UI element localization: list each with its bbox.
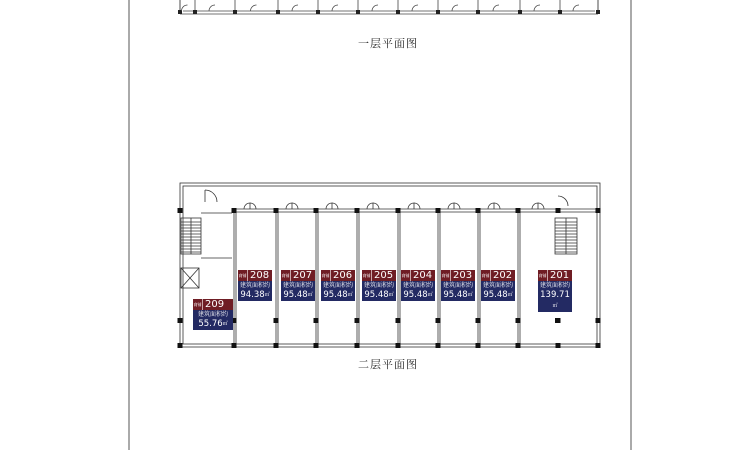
- column: [274, 208, 279, 213]
- unit-area-box: [281, 281, 315, 301]
- door-swing: [454, 203, 460, 209]
- unit-area-label: 建筑面积约: [363, 282, 394, 289]
- column: [476, 318, 481, 323]
- unit-level-label: 商铺: [238, 270, 248, 281]
- door-swing: [326, 203, 332, 209]
- unit-area-value: 95.48㎡: [443, 290, 473, 300]
- column: [596, 208, 601, 213]
- column: [178, 208, 183, 213]
- door-swing: [494, 203, 500, 209]
- first-floor-column: [558, 10, 562, 14]
- unit-area-label: 建筑面积约: [239, 282, 270, 289]
- unit-number: 208: [250, 270, 270, 281]
- unit-area-box: [321, 281, 355, 301]
- unit-level-label: 商铺: [193, 299, 203, 310]
- door-swing: [488, 203, 494, 209]
- unit-level-label: 商铺: [362, 270, 372, 281]
- unit-number: 202: [493, 270, 513, 281]
- unit-area-value: 95.48㎡: [483, 290, 513, 300]
- first-floor-column: [596, 10, 600, 14]
- first-floor-door: [372, 5, 378, 11]
- first-floor-door: [292, 5, 298, 11]
- unit-level-label: 商铺: [441, 270, 451, 281]
- first-floor-column: [356, 10, 360, 14]
- door-swing: [367, 203, 373, 209]
- unit-number: 203: [453, 270, 473, 281]
- unit-area-box: [481, 281, 515, 301]
- column: [314, 318, 319, 323]
- unit-tag-206: [321, 270, 355, 301]
- unit-tag-201: [538, 270, 572, 312]
- unit-tag-header: [281, 270, 315, 281]
- unit-area-value: 55.76㎡: [198, 319, 228, 329]
- column: [516, 208, 521, 213]
- column: [555, 318, 560, 323]
- unit-area-box: [238, 281, 272, 301]
- unit-area-value: 139.71㎡: [540, 290, 570, 309]
- column: [314, 208, 319, 213]
- unit-tag-header: [321, 270, 355, 281]
- unit-area-label: 建筑面积约: [322, 282, 353, 289]
- unit-area-value: 95.48㎡: [323, 290, 353, 300]
- first-floor-column: [316, 10, 320, 14]
- unit-area-label: 建筑面积约: [482, 282, 513, 289]
- column: [396, 318, 401, 323]
- first-floor-door: [412, 5, 418, 11]
- column: [178, 343, 183, 348]
- column: [355, 208, 360, 213]
- column: [396, 343, 401, 348]
- door-swing: [250, 203, 256, 209]
- column: [476, 343, 481, 348]
- unit-tag-header: [238, 270, 272, 281]
- door-swing: [532, 203, 538, 209]
- unit-area-value: 95.48㎡: [403, 290, 433, 300]
- column: [436, 208, 441, 213]
- column: [556, 343, 561, 348]
- first-floor-door: [209, 5, 215, 11]
- column: [355, 318, 360, 323]
- door-swing: [373, 203, 379, 209]
- first-floor-column: [193, 10, 197, 14]
- door-swing: [408, 203, 414, 209]
- column: [396, 208, 401, 213]
- unit-level-label: 商铺: [321, 270, 331, 281]
- first-floor-door: [452, 5, 458, 11]
- first-floor-door: [573, 5, 579, 11]
- unit-number: 206: [333, 270, 353, 281]
- unit-tag-207: [281, 270, 315, 301]
- unit-tag-204: [401, 270, 435, 301]
- column: [436, 318, 441, 323]
- column: [232, 208, 237, 213]
- column: [556, 208, 561, 213]
- door-swing: [244, 203, 250, 209]
- unit-tag-header: [401, 270, 435, 281]
- first-floor-column: [233, 10, 237, 14]
- door-swing: [332, 203, 338, 209]
- unit-area-box: [362, 281, 396, 301]
- unit-number: 205: [374, 270, 394, 281]
- column: [476, 208, 481, 213]
- first-floor-title: 一层平面图: [358, 37, 418, 50]
- second-floor-plan: [178, 183, 601, 348]
- unit-tag-header: [441, 270, 475, 281]
- unit-tag-203: [441, 270, 475, 301]
- unit-number: 204: [413, 270, 433, 281]
- unit-tag-202: [481, 270, 515, 301]
- door-swing: [286, 203, 292, 209]
- unit-area-label: 建筑面积约: [442, 282, 473, 289]
- unit-area-label: 建筑面积约: [402, 282, 433, 289]
- unit-area-value: 95.48㎡: [364, 290, 394, 300]
- first-floor-column: [436, 10, 440, 14]
- column: [355, 343, 360, 348]
- column: [516, 343, 521, 348]
- first-floor-door: [534, 5, 540, 11]
- column: [314, 343, 319, 348]
- column: [516, 318, 521, 323]
- unit-area-label: 建筑面积约: [539, 282, 570, 289]
- door-swing: [292, 203, 298, 209]
- unit-tag-205: [362, 270, 396, 301]
- column: [178, 318, 183, 323]
- unit-tag-header: [362, 270, 396, 281]
- unit-level-label: 商铺: [481, 270, 491, 281]
- unit-number: 207: [293, 270, 313, 281]
- second-floor-title: 二层平面图: [358, 358, 418, 371]
- unit-area-box: [193, 310, 233, 330]
- first-floor-column: [476, 10, 480, 14]
- column: [436, 343, 441, 348]
- unit-number: 209: [205, 299, 225, 310]
- door-swing: [414, 203, 420, 209]
- column: [274, 343, 279, 348]
- unit-tag-header: [481, 270, 515, 281]
- unit-tag-header: [538, 270, 572, 281]
- unit-area-value: 94.38㎡: [240, 290, 270, 300]
- unit-tag-209: [193, 299, 233, 330]
- unit-tag-header: [193, 299, 233, 310]
- unit-area-box: [401, 281, 435, 301]
- first-floor-plan: [178, 0, 600, 14]
- first-floor-column: [276, 10, 280, 14]
- first-floor-door: [332, 5, 338, 11]
- unit-area-value: 95.48㎡: [283, 290, 313, 300]
- door-swing: [448, 203, 454, 209]
- column: [596, 318, 601, 323]
- unit-area-label: 建筑面积约: [282, 282, 313, 289]
- column: [274, 318, 279, 323]
- unit-level-label: 商铺: [538, 270, 548, 281]
- first-floor-door: [182, 5, 188, 11]
- first-floor-column: [396, 10, 400, 14]
- column: [596, 343, 601, 348]
- door-swing: [538, 203, 544, 209]
- unit-level-label: 商铺: [401, 270, 411, 281]
- first-floor-door: [493, 5, 499, 11]
- column: [232, 343, 237, 348]
- unit-area-box: [441, 281, 475, 301]
- first-floor-door: [251, 5, 257, 11]
- unit-level-label: 商铺: [281, 270, 291, 281]
- unit-number: 201: [550, 270, 570, 281]
- unit-area-label: 建筑面积约: [197, 311, 228, 318]
- first-floor-column: [518, 10, 522, 14]
- unit-area-box: [538, 281, 572, 312]
- unit-tag-208: [238, 270, 272, 301]
